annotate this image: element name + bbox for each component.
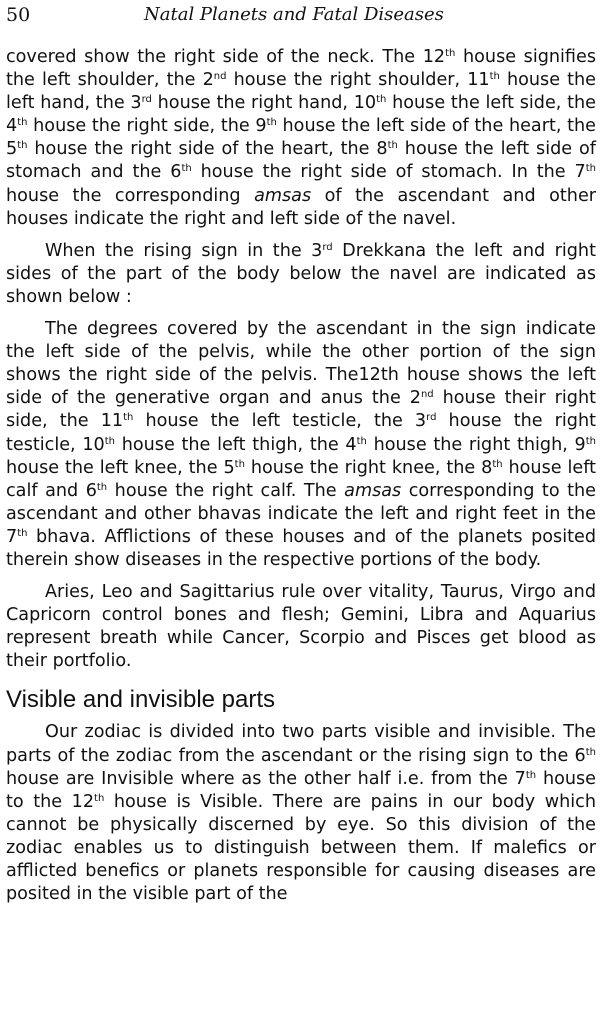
paragraph-houses-upper-body: covered show the right side of the neck. The 12th house signifies the left shoulder, the 2nd house the right shoulder, 11th house the left hand, the 3rd house the right hand, 10th house the left side, the 4th house the right side, the 9th house the left side of the heart, the 5th house the right side of the heart, the 8th house the left side of stomach and the 6th house the right side of stomach. In the 7th house the corresponding amsas of the ascendant and other houses indicate the right and left side of the navel. [6, 47, 597, 229]
paragraph-lower-body: The degrees covered by the ascendant in the sign indicate the left side of the pelvis, while the other portion of the sign shows the right side of the pelvis. The12th house shows the left side of the generative organ and anus the 2nd house their right side, the 11th house the left testicle, the 3rd house the right testicle, 10th house the left thigh, the 4th house the right thigh, 9th house the left knee, the 5th house the right knee, the 8th house left calf and 6th house the right calf. The amsas corresponding to the ascendant and other bhavas indicate the left and right feet in the 7th bhava. Afflictions of these houses and of the planets posited therein show diseases in the respective portions of the body. [6, 319, 597, 570]
paragraph-sign-rulerships: Aries, Leo and Sagittarius rule over vitality, Taurus, Virgo and Capricorn control bones and flesh; Gemini, Libra and Aquarius represent breath while Cancer, Scorpio and Pisces get blood as their portfolio. [6, 582, 596, 672]
running-title: Natal Planets and Fatal Diseases [144, 4, 444, 25]
page-number: 50 [6, 4, 31, 26]
section-heading: Visible and invisible parts [6, 686, 276, 714]
paragraph-third-drekkana: When the rising sign in the 3rd Drekkana the left and right sides of the part of the body below the navel are indicated as shown below : [6, 240, 596, 307]
page-header [6, 4, 594, 34]
paragraph-visible-invisible: Our zodiac is divided into two parts visible and invisible. The parts of the zodiac from the ascendant or the rising sign to the 6th house are Invisible where as the other half i.e. from the 7th house to the 12th house is Visible. There are pains in our body which cannot be physically discerned by eye. So this division of the zodiac enables us to distinguish between them. If malefics or afflicted benefics or planets responsible for causing diseases are posited in the visible part of the [6, 722, 596, 905]
body-text [6, 46, 596, 906]
